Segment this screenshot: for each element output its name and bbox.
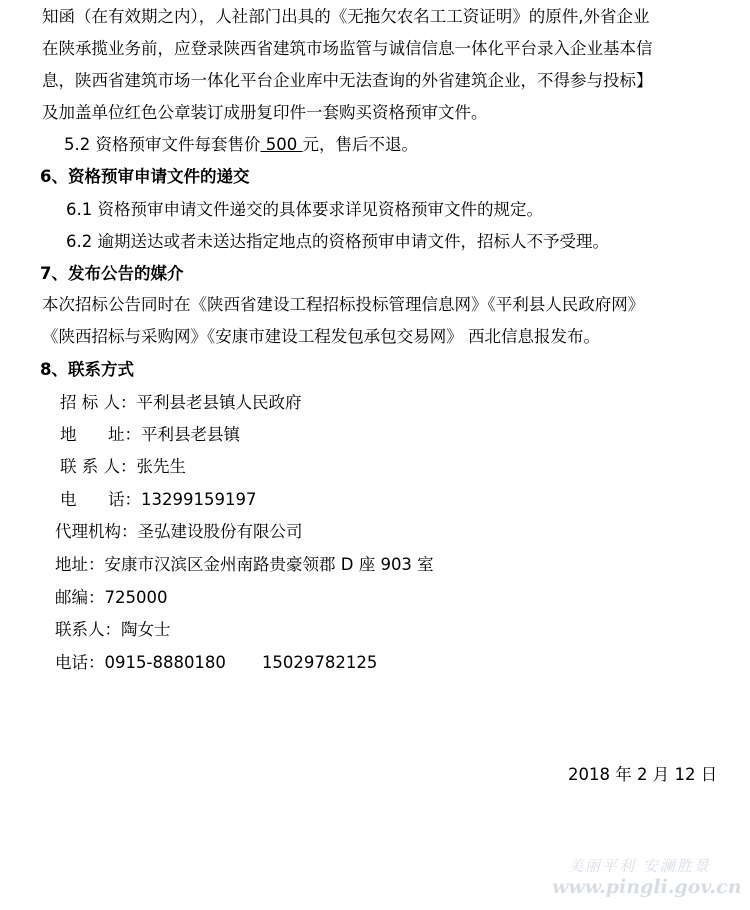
- watermark-slogan: 美丽平利 安澜胜景: [568, 857, 711, 875]
- phone-value: 13299159197: [140, 490, 257, 509]
- agency-address-row: [55, 554, 434, 576]
- document-date: 2018 年 2 月 12 日: [568, 765, 718, 784]
- agency-contact-label: 联系人：: [55, 620, 121, 639]
- address-row: [60, 424, 240, 446]
- price-suffix: 元，售后不退。: [302, 135, 418, 154]
- agency-contact-value: 陶女士: [121, 620, 171, 639]
- agency-address-value: 安康市汉滨区金州南路贵豪领郡 D 座 903 室: [104, 555, 434, 574]
- postcode-label: 邮编：: [55, 588, 105, 607]
- intro-line-3: 息，陕西省建筑市场一体化平台企业库中无法查询的外省建筑企业，不得参与投标】: [42, 71, 653, 90]
- media-line-2: 《陕西招标与采购网》《安康市建设工程发包承包交易网》 西北信息报发布。: [42, 327, 600, 346]
- postcode-value: 725000: [104, 588, 168, 607]
- address-label: 地 址：: [60, 425, 141, 444]
- intro-line-1: 知函（在有效期之内），人社部门出具的《无拖欠农名工工资证明》的原件,外省企业: [42, 7, 650, 26]
- postcode-row: [55, 587, 168, 609]
- contact-value: 张先生: [136, 457, 186, 476]
- agency-address-label: 地址：: [55, 555, 105, 574]
- price-prefix: 5.2 资格预审文件每套售价: [64, 135, 261, 154]
- intro-line-4: 及加盖单位红色公章装订成册复印件一套购买资格预审文件。: [42, 103, 488, 122]
- contact-row: [60, 456, 186, 478]
- agency-phone-1: 0915-8880180: [104, 653, 226, 672]
- price-value: 500: [260, 135, 303, 154]
- price-clause: [64, 134, 418, 156]
- tenderer-row: [60, 392, 302, 414]
- clause-6-2: 6.2 逾期送达或者未送达指定地点的资格预审申请文件，招标人不予受理。: [66, 232, 609, 251]
- clause-6-1: 6.1 资格预审申请文件递交的具体要求详见资格预审文件的规定。: [66, 200, 543, 219]
- agency-contact-row: [55, 619, 171, 641]
- watermark-url: www.pingli.gov.cn: [552, 876, 742, 898]
- agency-phone-row: [55, 652, 377, 674]
- media-line-1: 本次招标公告同时在《陕西省建设工程招标投标管理信息网》《平利县人民政府网》: [42, 295, 645, 314]
- agency-value: 圣弘建设股份有限公司: [137, 522, 303, 541]
- section-7-heading: 7、发布公告的媒介: [40, 264, 184, 283]
- section-8-heading: 8、联系方式: [40, 360, 134, 379]
- intro-line-2: 在陕承揽业务前，应登录陕西省建筑市场监管与诚信信息一体化平台录入企业基本信: [42, 39, 653, 58]
- section-6-heading: 6、资格预审申请文件的递交: [40, 167, 250, 186]
- agency-phone-label: 电话：: [55, 653, 105, 672]
- address-value: 平利县老县镇: [140, 425, 240, 444]
- contact-label: 联 系 人：: [60, 457, 137, 476]
- phone-label: 电 话：: [60, 490, 141, 509]
- agency-phone-2: 15029782125: [261, 653, 378, 672]
- agency-label: 代理机构：: [55, 522, 138, 541]
- tenderer-label: 招 标 人：: [60, 393, 137, 412]
- agency-row: [55, 521, 303, 543]
- tenderer-value: 平利县老县镇人民政府: [136, 393, 302, 412]
- phone-row: [60, 489, 256, 511]
